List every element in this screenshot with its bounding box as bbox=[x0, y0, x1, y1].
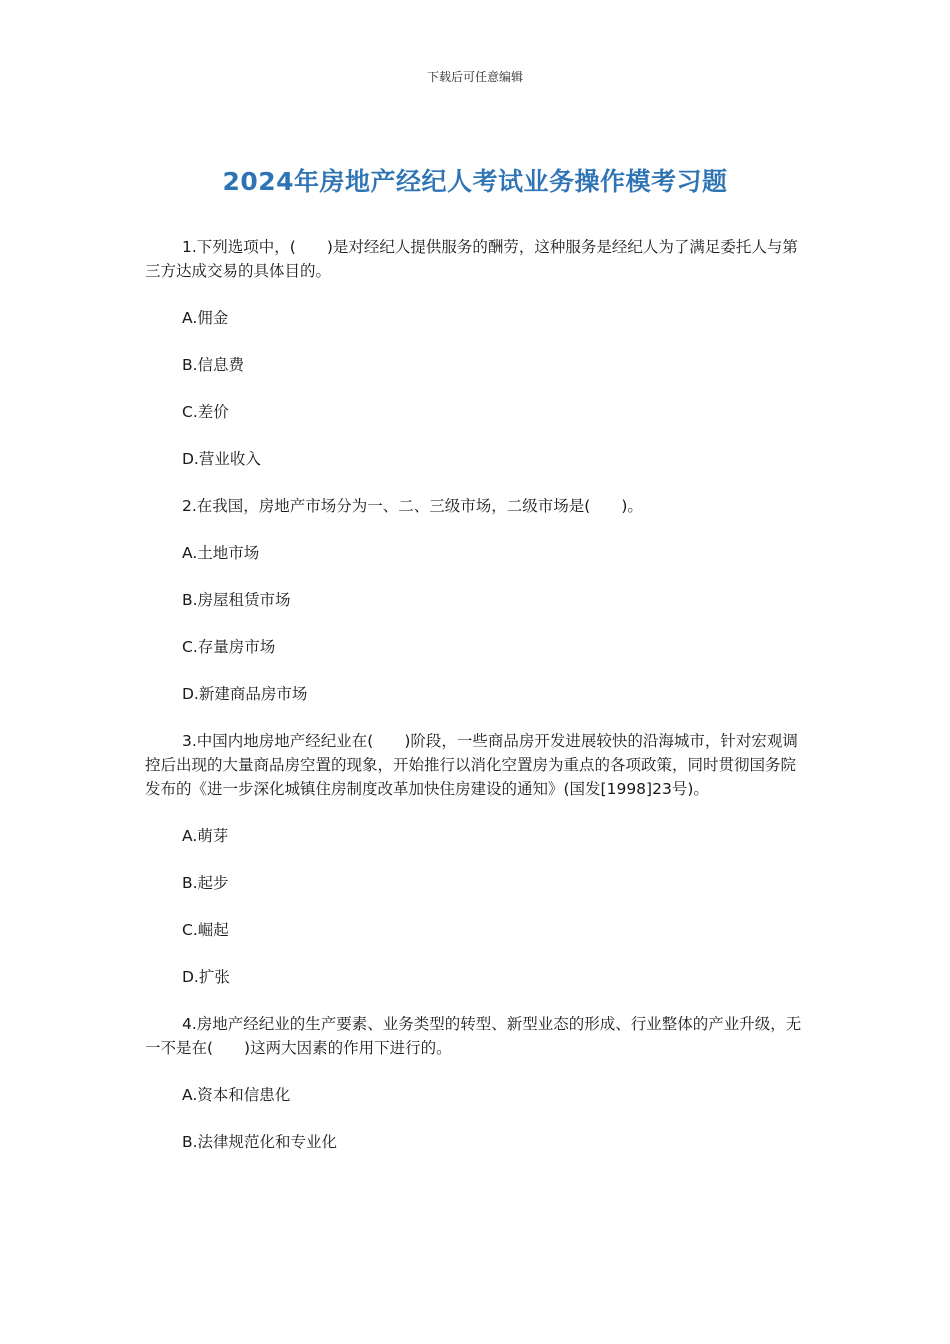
header-note: 下载后可任意编辑 bbox=[426, 70, 523, 84]
question-4-option-b: B.法律规范化和专业化 bbox=[182, 1133, 338, 1151]
question-4: 4.房地产经纪业的生产要素、业务类型的转型、新型业态的形成、行业整体的产业升级，无一不是在( )这两大因素的作用下进行的。 bbox=[145, 1015, 802, 1057]
question-3-option-d: D.扩张 bbox=[182, 968, 230, 986]
question-3: 3.中国内地房地产经纪业在( )阶段，一些商品房开发进展较快的沿海城市，针对宏观调控后出现的大量商品房空置的现象，开始推行以消化空置房为重点的各项政策，同时贯彻国务院发布的《进一步深化城镇住房制度改革加快住房建设的通知》(国发[1998]23号)。 bbox=[145, 732, 798, 798]
question-list bbox=[145, 235, 805, 1177]
question-1-option-b: B.信息费 bbox=[182, 356, 245, 374]
question-2: 2.在我国，房地产市场分为一、二、三级市场，二级市场是( )。 bbox=[182, 497, 643, 515]
question-3-option-b: B.起步 bbox=[182, 874, 229, 892]
question-1-option-d: D.营业收入 bbox=[182, 450, 261, 468]
question-2-option-a: A.土地市场 bbox=[182, 544, 260, 562]
question-2-option-c: C.存量房市场 bbox=[182, 638, 276, 656]
question-2-option-d: D.新建商品房市场 bbox=[182, 685, 308, 703]
document-title: 2024年房地产经纪人考试业务操作模考习题 bbox=[222, 167, 728, 196]
question-2-option-b: B.房屋租赁市场 bbox=[182, 591, 291, 609]
question-1-option-c: C.差价 bbox=[182, 403, 229, 421]
question-3-option-c: C.崛起 bbox=[182, 921, 229, 939]
question-3-option-a: A.萌芽 bbox=[182, 827, 229, 845]
question-1: 1.下列选项中，( )是对经纪人提供服务的酬劳，这种服务是经纪人为了满足委托人与第三方达成交易的具体目的。 bbox=[145, 238, 798, 280]
question-4-option-a: A.资本和信患化 bbox=[182, 1086, 291, 1104]
question-1-option-a: A.佣金 bbox=[182, 309, 229, 327]
